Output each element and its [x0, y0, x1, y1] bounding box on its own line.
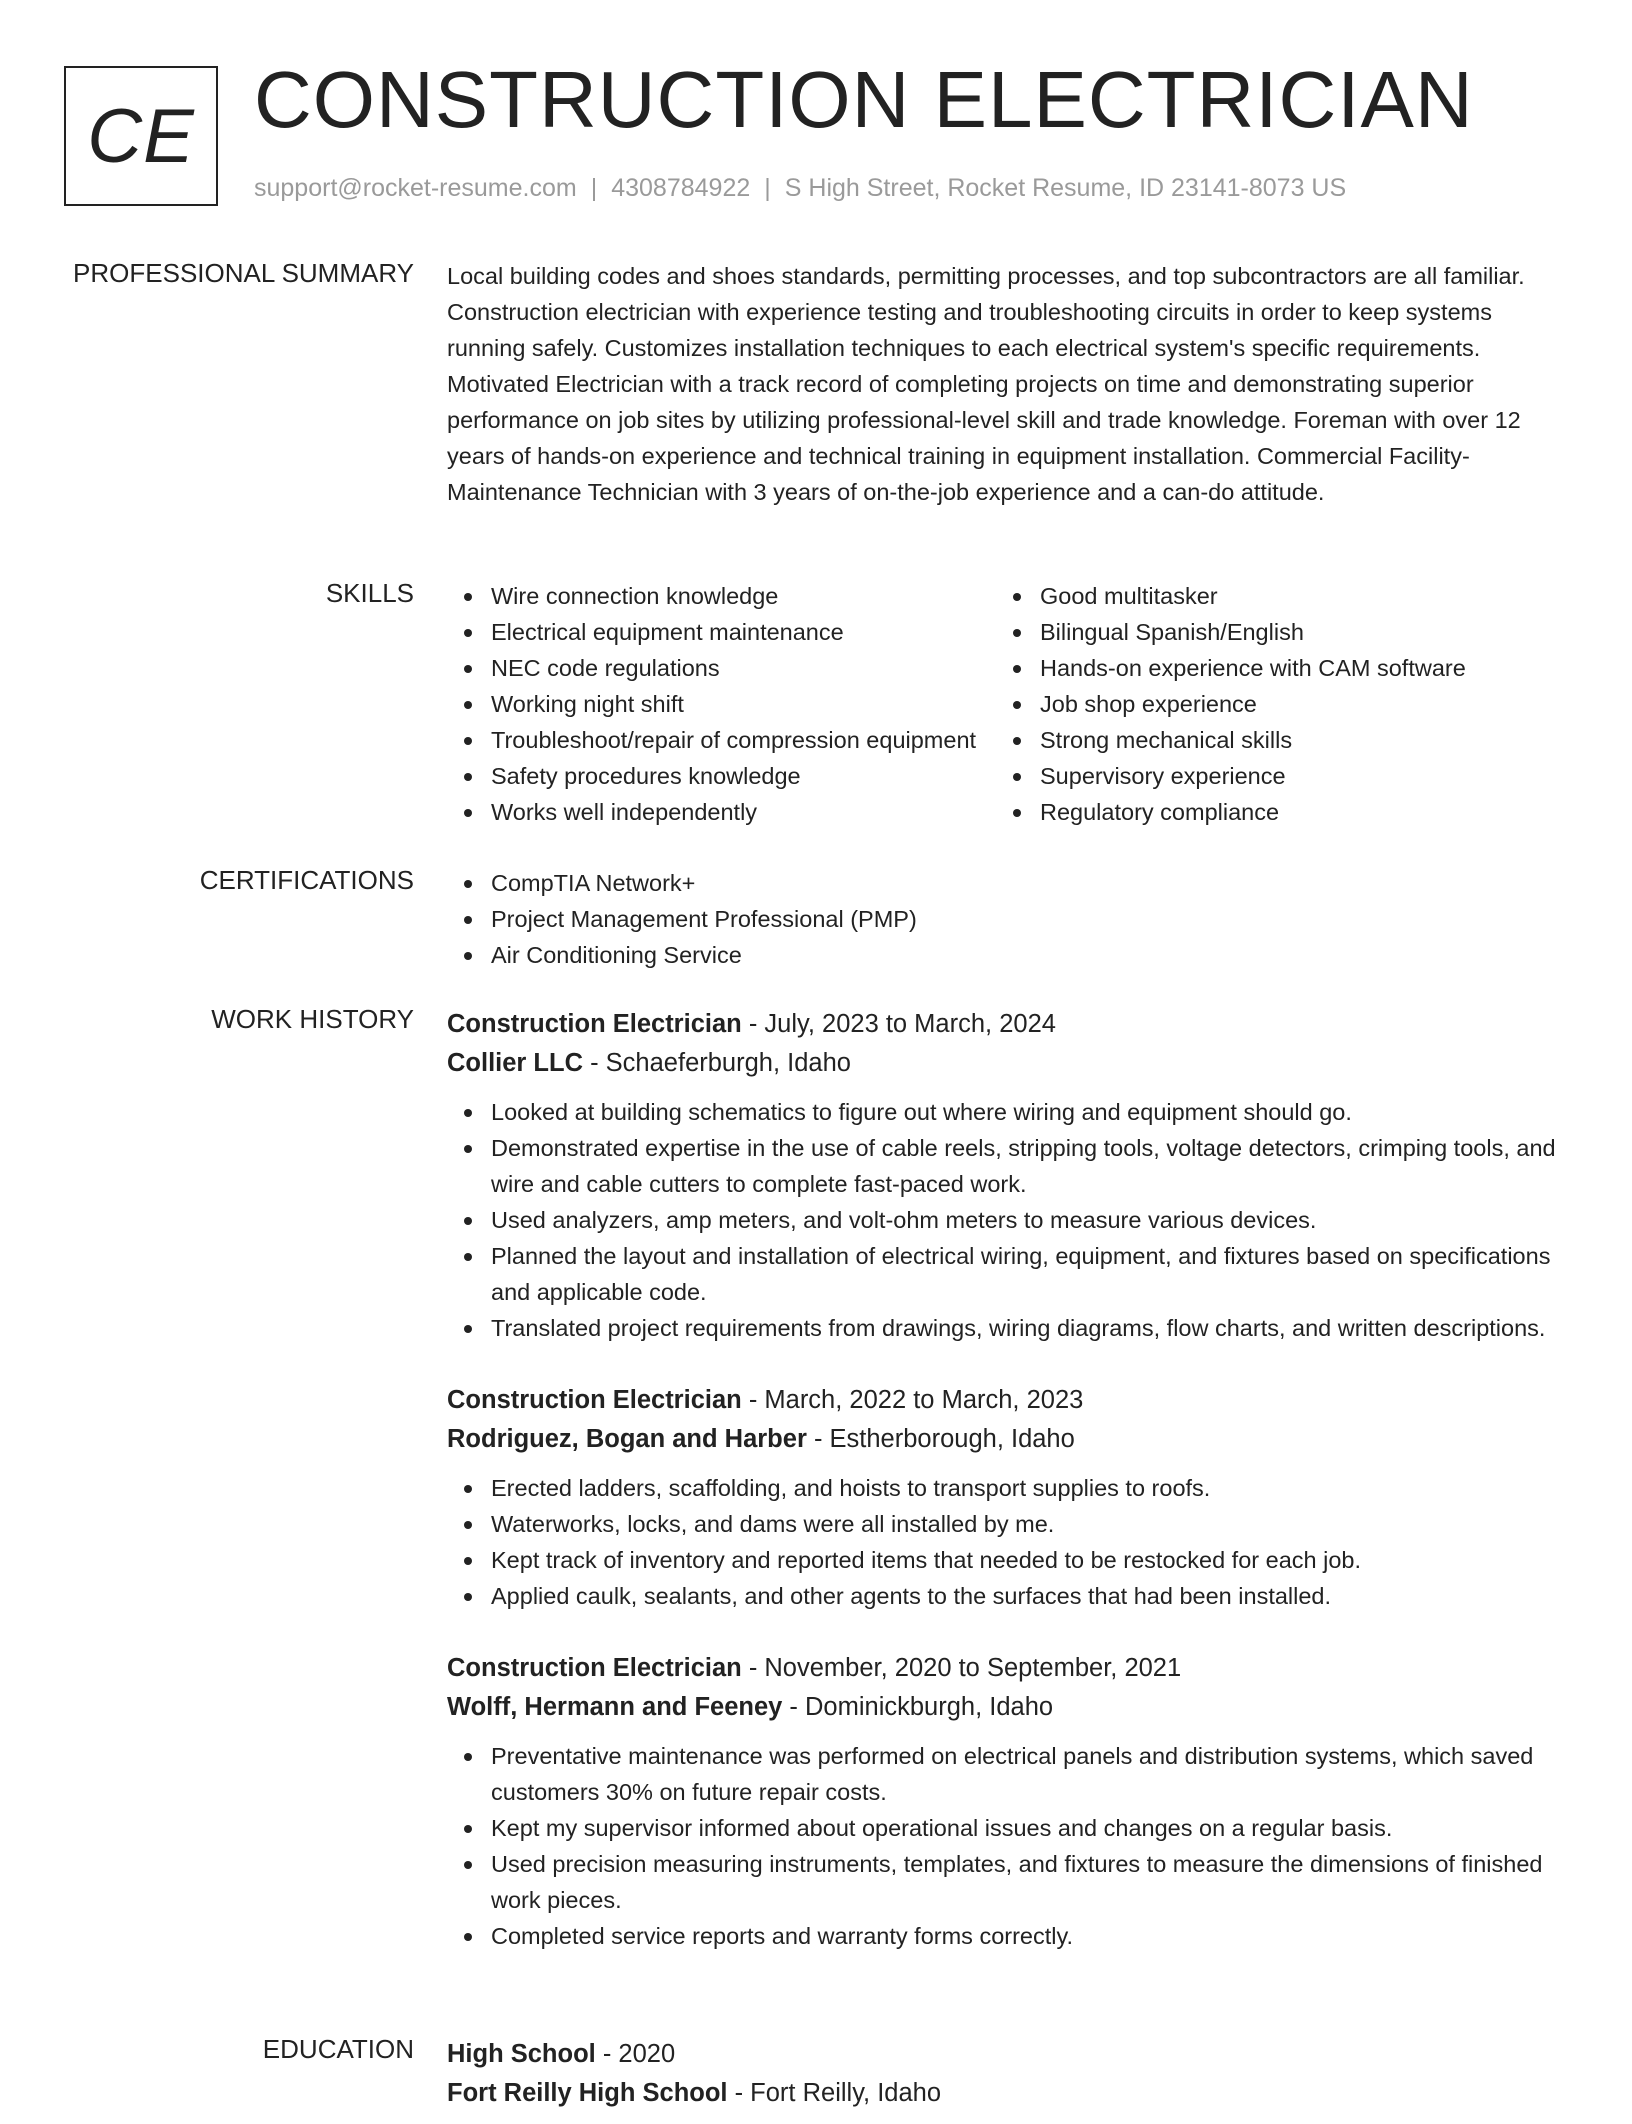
job-title: Construction Electrician — [447, 1010, 742, 1038]
contact-line — [254, 174, 1346, 203]
skill-item: Regulatory compliance — [996, 794, 1545, 830]
section-label-work-history: WORK HISTORY — [211, 1004, 414, 1034]
job-bullet: Erected ladders, scaffolding, and hoists to transport supplies to roofs. — [447, 1470, 1567, 1506]
job-entry — [447, 1648, 1567, 1954]
job-location: - Schaeferburgh, Idaho — [583, 1049, 851, 1077]
job-bullet: Preventative maintenance was performed on electrical panels and distribution systems, which saved customers 30% on future repair costs. — [447, 1738, 1567, 1810]
skill-item: Job shop experience — [996, 686, 1545, 722]
job-bullet: Demonstrated expertise in the use of cable reels, stripping tools, voltage detectors, crimping tools, and wire and cable cutters to complete fast-paced work. — [447, 1130, 1567, 1202]
job-bullet: Used analyzers, amp meters, and volt-ohm meters to measure various devices. — [447, 1202, 1567, 1238]
skill-item: Strong mechanical skills — [996, 722, 1545, 758]
education-school-line — [447, 2074, 1567, 2112]
skill-item: Working night shift — [447, 686, 996, 722]
job-company-line — [447, 1688, 1567, 1726]
education-degree: High School — [447, 2040, 596, 2068]
skills-list-left — [447, 578, 996, 830]
job-company: Collier LLC — [447, 1049, 584, 1077]
job-title: Construction Electrician — [447, 1386, 742, 1414]
section-label-skills: SKILLS — [325, 578, 414, 608]
skill-item: Electrical equipment maintenance — [447, 614, 996, 650]
job-bullets — [447, 1470, 1567, 1614]
education-degree-line — [447, 2034, 1567, 2074]
skill-item: Wire connection knowledge — [447, 578, 996, 614]
contact-phone[interactable]: 4308784922 — [611, 174, 751, 202]
section-label-education: EDUCATION — [262, 2034, 414, 2064]
job-bullet: Completed service reports and warranty forms correctly. — [447, 1918, 1567, 1954]
job-company-line — [447, 1044, 1567, 1082]
section-label-summary: PROFESSIONAL SUMMARY — [73, 258, 414, 288]
skills-grid — [447, 578, 1567, 830]
contact-separator: | — [764, 174, 771, 202]
education-year: - 2020 — [595, 2040, 676, 2068]
job-location: - Dominickburgh, Idaho — [782, 1693, 1054, 1721]
job-title-line — [447, 1380, 1567, 1420]
skill-item: Troubleshoot/repair of compression equipment — [447, 722, 996, 758]
job-bullet: Waterworks, locks, and dams were all installed by me. — [447, 1506, 1567, 1542]
skill-item: Supervisory experience — [996, 758, 1545, 794]
skill-item: Hands-on experience with CAM software — [996, 650, 1545, 686]
job-bullet: Used precision measuring instruments, templates, and fixtures to measure the dimensions of finished work pieces. — [447, 1846, 1567, 1918]
job-company-line — [447, 1420, 1567, 1458]
skill-item: NEC code regulations — [447, 650, 996, 686]
skill-item: Good multitasker — [996, 578, 1545, 614]
contact-email[interactable]: support@rocket-resume.com — [254, 174, 577, 202]
certifications-body — [447, 865, 1567, 973]
job-entry — [447, 1004, 1567, 1346]
job-bullet: Planned the layout and installation of electrical wiring, equipment, and fixtures based on specifications and applicable code. — [447, 1238, 1567, 1310]
job-company: Rodriguez, Bogan and Harber — [447, 1425, 807, 1453]
job-title-line — [447, 1648, 1567, 1688]
job-dates: - July, 2023 to March, 2024 — [741, 1010, 1056, 1038]
certifications-list — [447, 865, 1567, 973]
education-location: - Fort Reilly, Idaho — [727, 2079, 942, 2107]
monogram-logo: CE — [64, 66, 218, 206]
job-bullet: Applied caulk, sealants, and other agents to the surfaces that had been installed. — [447, 1578, 1567, 1614]
skill-item: Works well independently — [447, 794, 996, 830]
job-location: - Estherborough, Idaho — [806, 1425, 1075, 1453]
certification-item: Project Management Professional (PMP) — [447, 901, 1567, 937]
job-bullets — [447, 1094, 1567, 1346]
job-bullet: Translated project requirements from drawings, wiring diagrams, flow charts, and written descriptions. — [447, 1310, 1567, 1346]
job-dates: - November, 2020 to September, 2021 — [741, 1654, 1182, 1682]
work-history-body — [447, 1004, 1567, 1988]
job-dates: - March, 2022 to March, 2023 — [741, 1386, 1084, 1414]
contact-address: S High Street, Rocket Resume, ID 23141-8073 US — [784, 174, 1347, 202]
skill-item: Bilingual Spanish/English — [996, 614, 1545, 650]
job-bullets — [447, 1738, 1567, 1954]
skills-list-right — [996, 578, 1545, 830]
job-title: Construction Electrician — [447, 1654, 742, 1682]
education-school: Fort Reilly High School — [447, 2079, 728, 2107]
job-bullet: Looked at building schematics to figure out where wiring and equipment should go. — [447, 1094, 1567, 1130]
resume-title: CONSTRUCTION ELECTRICIAN — [254, 55, 1474, 144]
job-title-line — [447, 1004, 1567, 1044]
job-company: Wolff, Hermann and Feeney — [447, 1693, 783, 1721]
contact-separator: | — [590, 174, 598, 202]
certification-item: Air Conditioning Service — [447, 937, 1567, 973]
section-label-certifications: CERTIFICATIONS — [199, 865, 414, 895]
summary-text: Local building codes and shoes standards, permitting processes, and top subcontractors are all familiar. Construction electrician with experience testing and troubleshooting circuits in order to keep systems running safely. Customizes installation techniques to each electrical system's specific requirements. Motivated Electrician with a track record of completing projects on time and demonstrating superior performance on job sites by utilizing professional-level skill and trade knowledge. Foreman with over 12 years of hands-on experience and technical training in equipment installation. Commercial Facility-Maintenance Technician with 3 years of on-the-job experience and a can-do attitude. — [447, 263, 1525, 505]
job-bullet: Kept my supervisor informed about operational issues and changes on a regular basis. — [447, 1810, 1567, 1846]
education-body — [447, 2034, 1567, 2124]
job-bullet: Kept track of inventory and reported items that needed to be restocked for each job. — [447, 1542, 1567, 1578]
job-entry — [447, 1380, 1567, 1614]
certification-item: CompTIA Network+ — [447, 865, 1567, 901]
skill-item: Safety procedures knowledge — [447, 758, 996, 794]
